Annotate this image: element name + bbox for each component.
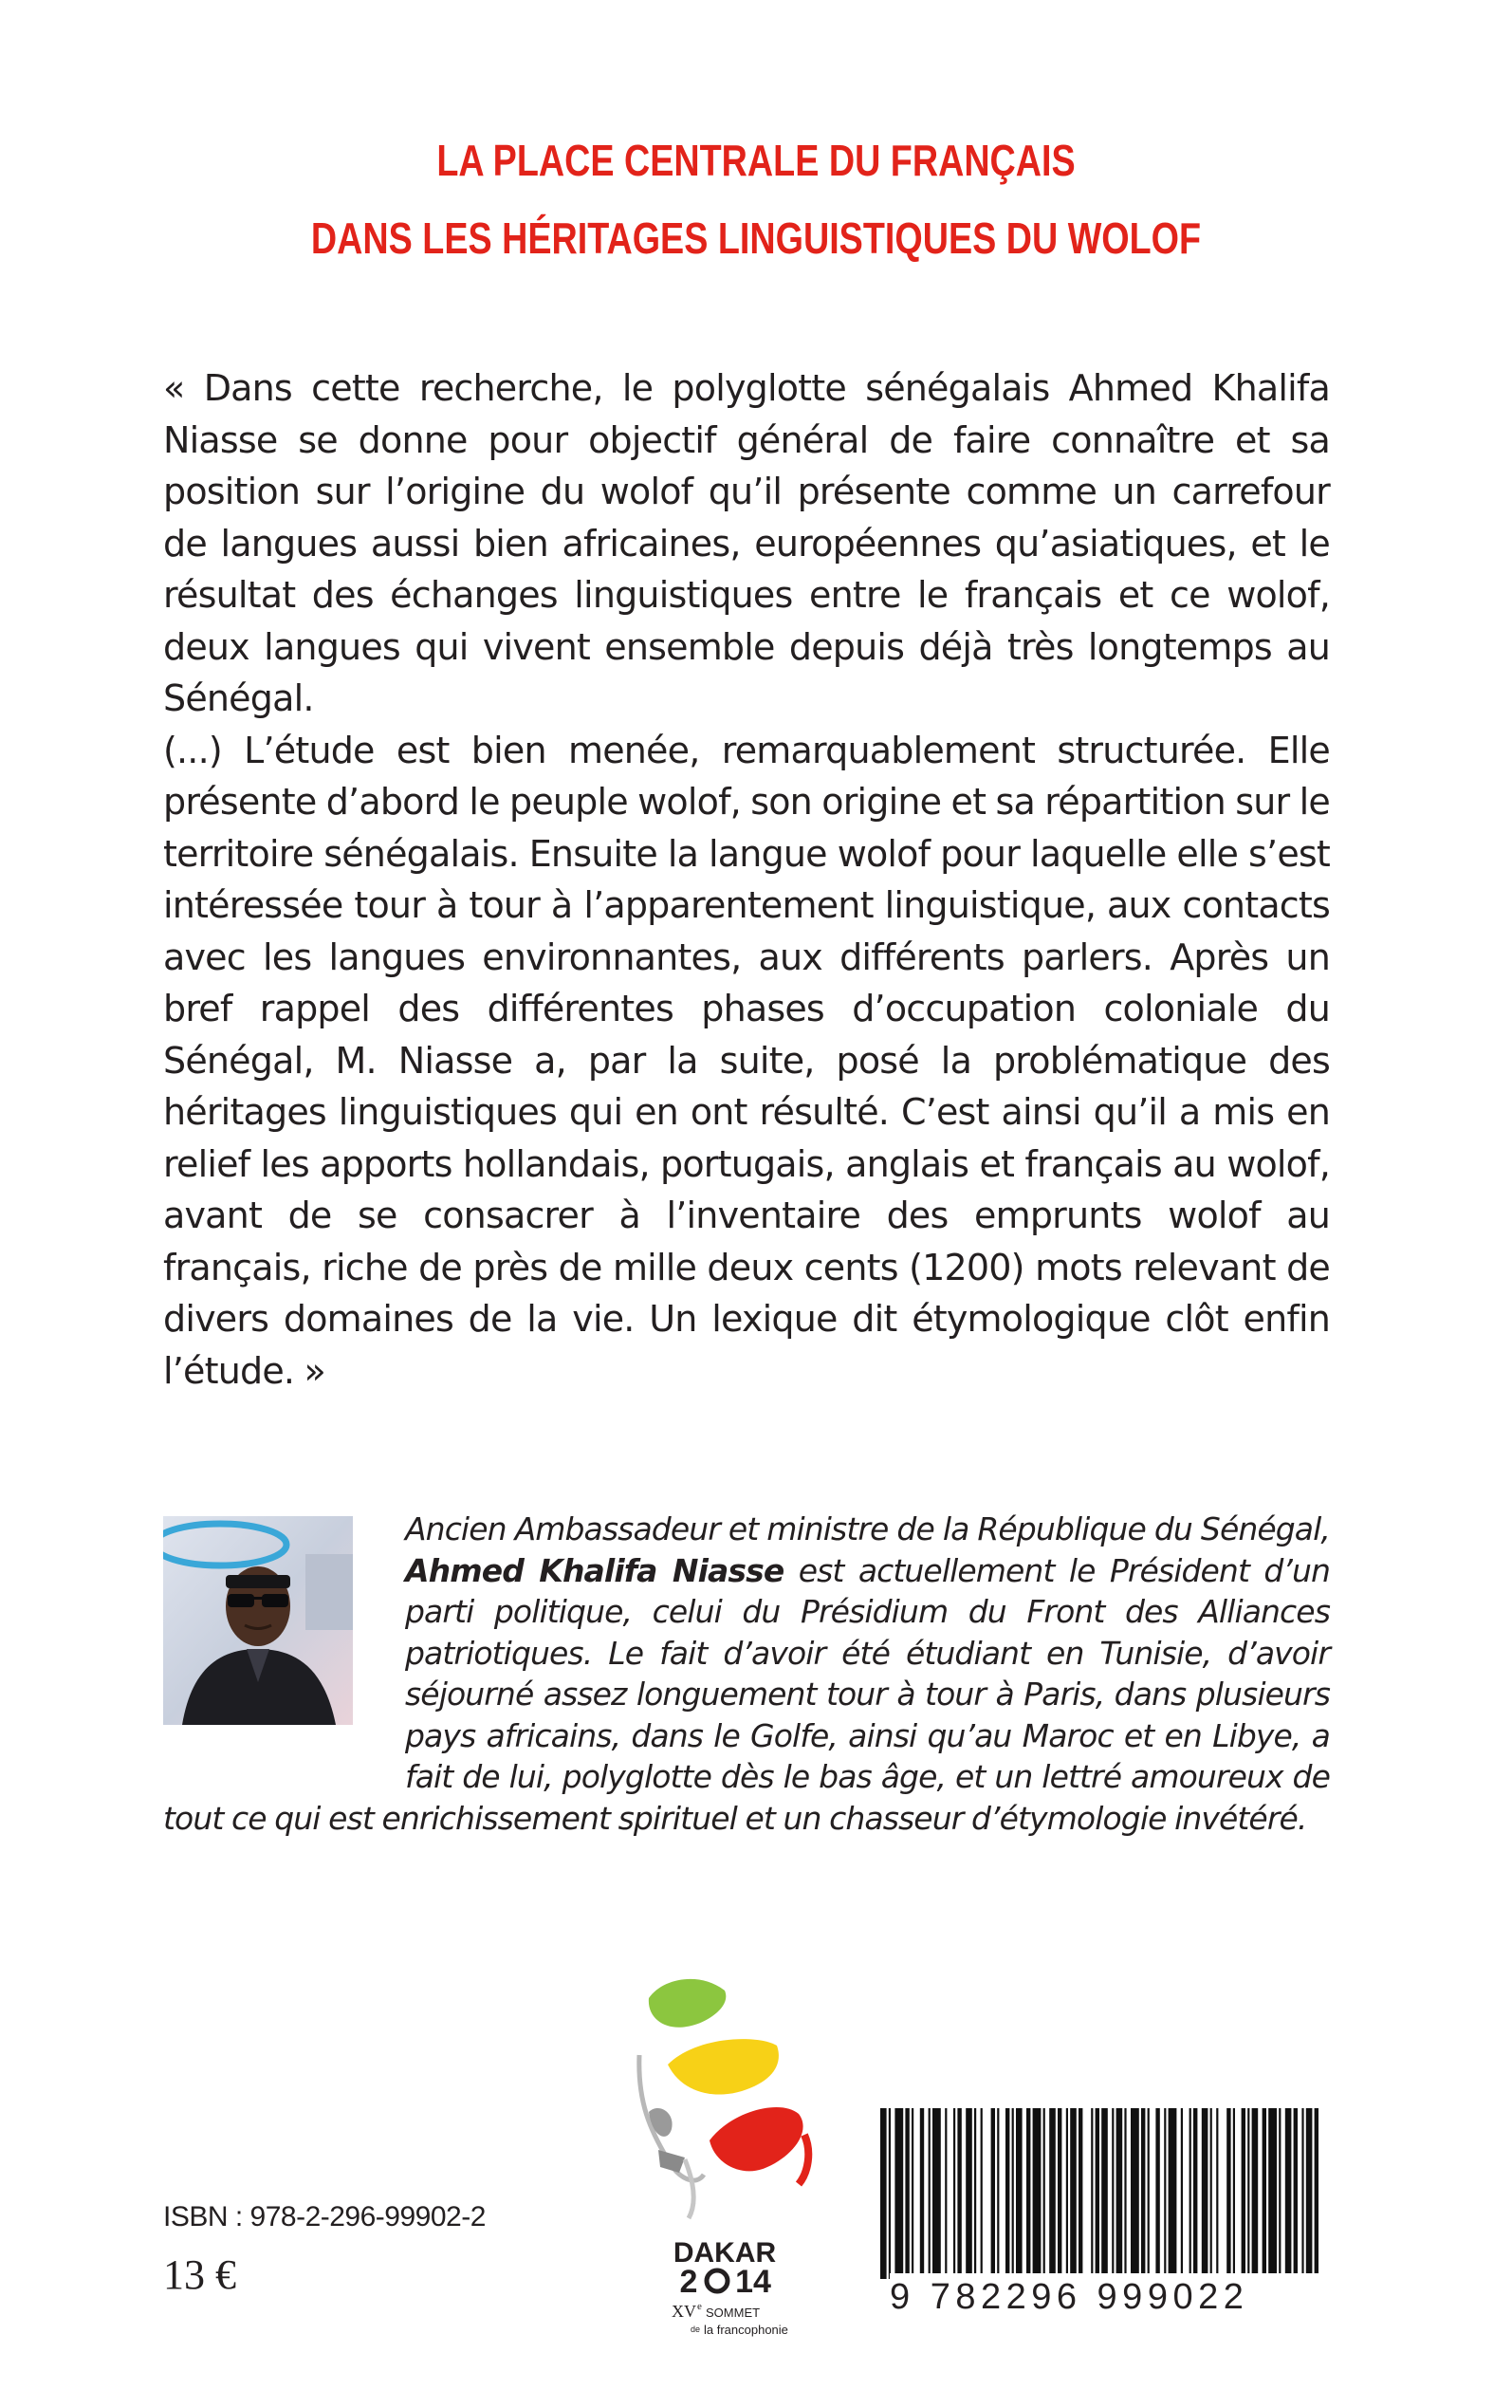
photo-spacer bbox=[163, 1509, 405, 1760]
barcode-bar bbox=[1233, 2108, 1235, 2279]
barcode-bar bbox=[1016, 2108, 1023, 2279]
quote-paragraph-1: « Dans cette recherche, le polyglotte sénégalais Ahmed Khalifa Niasse se donne pour objectif général de faire connaître et sa position sur l’origine du wolof qu’il présente comme un carrefour de langues aussi bien africaines, européennes qu’asiatiques, et le résultat des échanges linguistiques entre le français et ce wolof, deux langues qui vivent ensemble depuis déjà très longtemps au Sénégal. bbox=[163, 367, 1330, 719]
barcode-bar bbox=[1181, 2108, 1183, 2279]
barcode-bar bbox=[1279, 2108, 1281, 2279]
barcode-bar bbox=[1210, 2108, 1212, 2279]
barcode-bar bbox=[1216, 2108, 1218, 2279]
barcode-bar bbox=[981, 2108, 983, 2279]
barcode-bar bbox=[1202, 2108, 1208, 2279]
barcode-bar bbox=[1148, 2108, 1150, 2279]
logo-roman-numeral: XV bbox=[672, 2302, 696, 2321]
barcode-bar bbox=[1058, 2108, 1061, 2279]
bio-text-after: est actuellement le Président d’un parti politique, celui du Présidium du Front des Alliances patriotiques. Le fait d’avoir été étudiant en Tunisie, d’avoir séjourné assez longuement tour à tour à Paris, dans plusieurs pays africains, dans le Golfe, ainsi qu’au Maroc et en Libye, a fait de lui, polyglotte dès le bas âge, et un lettré amoureux de tout ce qui est enrichissement spirituel et un chasseur d’étymologie invétéré. bbox=[163, 1551, 1331, 1837]
logo-superscript: e bbox=[697, 2301, 702, 2312]
barcode-bar bbox=[1131, 2108, 1139, 2279]
barcode-bar bbox=[1193, 2108, 1197, 2279]
barcode-bar bbox=[966, 2108, 972, 2279]
barcode-bar bbox=[1268, 2108, 1277, 2279]
barcode-bar bbox=[1263, 2108, 1266, 2279]
quote-paragraph-2: (...) L’étude est bien menée, remarquablement structurée. Elle présente d’abord le peuple wolof, son origine et sa répartition sur le territoire sénégalais. Ensuite la langue wolof pour laquelle elle s’est intéressée tour à tour à l’apparentement linguistique, aux contacts avec les langues environnantes, aux différents parlers. Après un bref rappel des différentes phases d’occupation coloniale du Sénégal, M. Niasse a, par la suite, posé la problématique des héritages linguistiques qui en ont résulté. C’est ainsi qu’il a mis en relief les apports hollandais, portugais, anglais et français au wolof, avant de se consacrer à l’inventaire des emprunts wolof au français, riche de près de mille deux cents (1200) mots relevant de divers domaines de la vie. Un lexique dit étymologique clôt enfin l’étude. » bbox=[163, 729, 1330, 1392]
barcode-bar bbox=[1079, 2108, 1082, 2279]
africa-flag-logo-icon bbox=[630, 1970, 820, 2349]
logo-francophonie-text: la francophonie bbox=[704, 2323, 788, 2337]
barcode-bar bbox=[953, 2108, 955, 2279]
book-title bbox=[136, 121, 1375, 277]
barcode-bar bbox=[912, 2108, 913, 2279]
barcode-bar bbox=[1252, 2108, 1259, 2279]
barcode-bar bbox=[974, 2108, 976, 2279]
barcode-number: 9 782296 999022 bbox=[890, 2273, 1324, 2321]
barcode-bars-icon bbox=[880, 2108, 1328, 2279]
barcode-bar bbox=[1049, 2108, 1056, 2279]
bio-text-before: Ancien Ambassadeur et ministre de la République du Sénégal, bbox=[405, 1510, 1330, 1547]
barcode-bar bbox=[1066, 2108, 1068, 2279]
dakar-2014-francophonie-logo bbox=[630, 1970, 820, 2349]
barcode-bar bbox=[1101, 2108, 1108, 2279]
barcode-bar bbox=[1169, 2108, 1177, 2279]
logo-year-digit: 2 bbox=[679, 2264, 698, 2300]
price-label: 13 € bbox=[163, 2251, 236, 2298]
barcode-bar bbox=[1306, 2108, 1313, 2279]
logo-year-zero-ring bbox=[707, 2270, 728, 2291]
barcode-bar bbox=[889, 2108, 891, 2279]
barcode-bar bbox=[1005, 2108, 1009, 2279]
back-cover-quote bbox=[163, 362, 1330, 1397]
barcode-bar bbox=[945, 2108, 947, 2279]
barcode-bar bbox=[1285, 2108, 1292, 2279]
barcode-bar bbox=[1112, 2108, 1114, 2279]
author-biography bbox=[163, 1509, 1330, 1839]
barcode-bar bbox=[1033, 2108, 1042, 2279]
book-title-line-2: DANS LES HÉRITAGES LINGUISTIQUES DU WOLOF bbox=[310, 213, 1202, 263]
barcode-bar bbox=[1301, 2108, 1303, 2279]
barcode-bar bbox=[1189, 2108, 1191, 2279]
barcode-bar bbox=[1116, 2108, 1123, 2279]
author-name: Ahmed Khalifa Niasse bbox=[405, 1551, 784, 1589]
barcode-bar bbox=[1315, 2108, 1318, 2279]
barcode-bar bbox=[997, 2108, 999, 2279]
barcode-bar bbox=[905, 2108, 909, 2279]
barcode-bar bbox=[1026, 2108, 1030, 2279]
barcode-bar bbox=[1091, 2108, 1093, 2279]
barcode-bar bbox=[1247, 2108, 1249, 2279]
barcode-bar bbox=[1155, 2108, 1159, 2279]
logo-dakar-text: DAKAR bbox=[673, 2237, 777, 2269]
barcode-bar bbox=[1070, 2108, 1077, 2279]
barcode-bar bbox=[1124, 2108, 1126, 2279]
book-title-line-1: LA PLACE CENTRALE DU FRANÇAIS bbox=[436, 136, 1076, 185]
barcode-bar bbox=[957, 2108, 961, 2279]
barcode-bar bbox=[894, 2108, 903, 2279]
logo-year-digits: 14 bbox=[735, 2264, 771, 2300]
barcode-bar bbox=[1226, 2108, 1230, 2279]
barcode-bar bbox=[1294, 2108, 1298, 2279]
logo-de-text: de bbox=[691, 2325, 701, 2334]
barcode-bar bbox=[1012, 2108, 1014, 2279]
barcode-bar bbox=[880, 2108, 887, 2279]
barcode-bar bbox=[1096, 2108, 1099, 2279]
barcode-bar bbox=[991, 2108, 995, 2279]
barcode-bar bbox=[932, 2108, 941, 2279]
barcode-bar bbox=[1242, 2108, 1245, 2279]
isbn-label: ISBN : 978-2-296-99902-2 bbox=[163, 2201, 486, 2232]
logo-sommet-text: SOMMET bbox=[706, 2306, 761, 2320]
barcode-bar bbox=[929, 2108, 931, 2279]
barcode-bar bbox=[1141, 2108, 1145, 2279]
barcode-bar bbox=[1043, 2108, 1045, 2279]
barcode-bar bbox=[920, 2108, 924, 2279]
barcode-bar bbox=[1164, 2108, 1166, 2279]
